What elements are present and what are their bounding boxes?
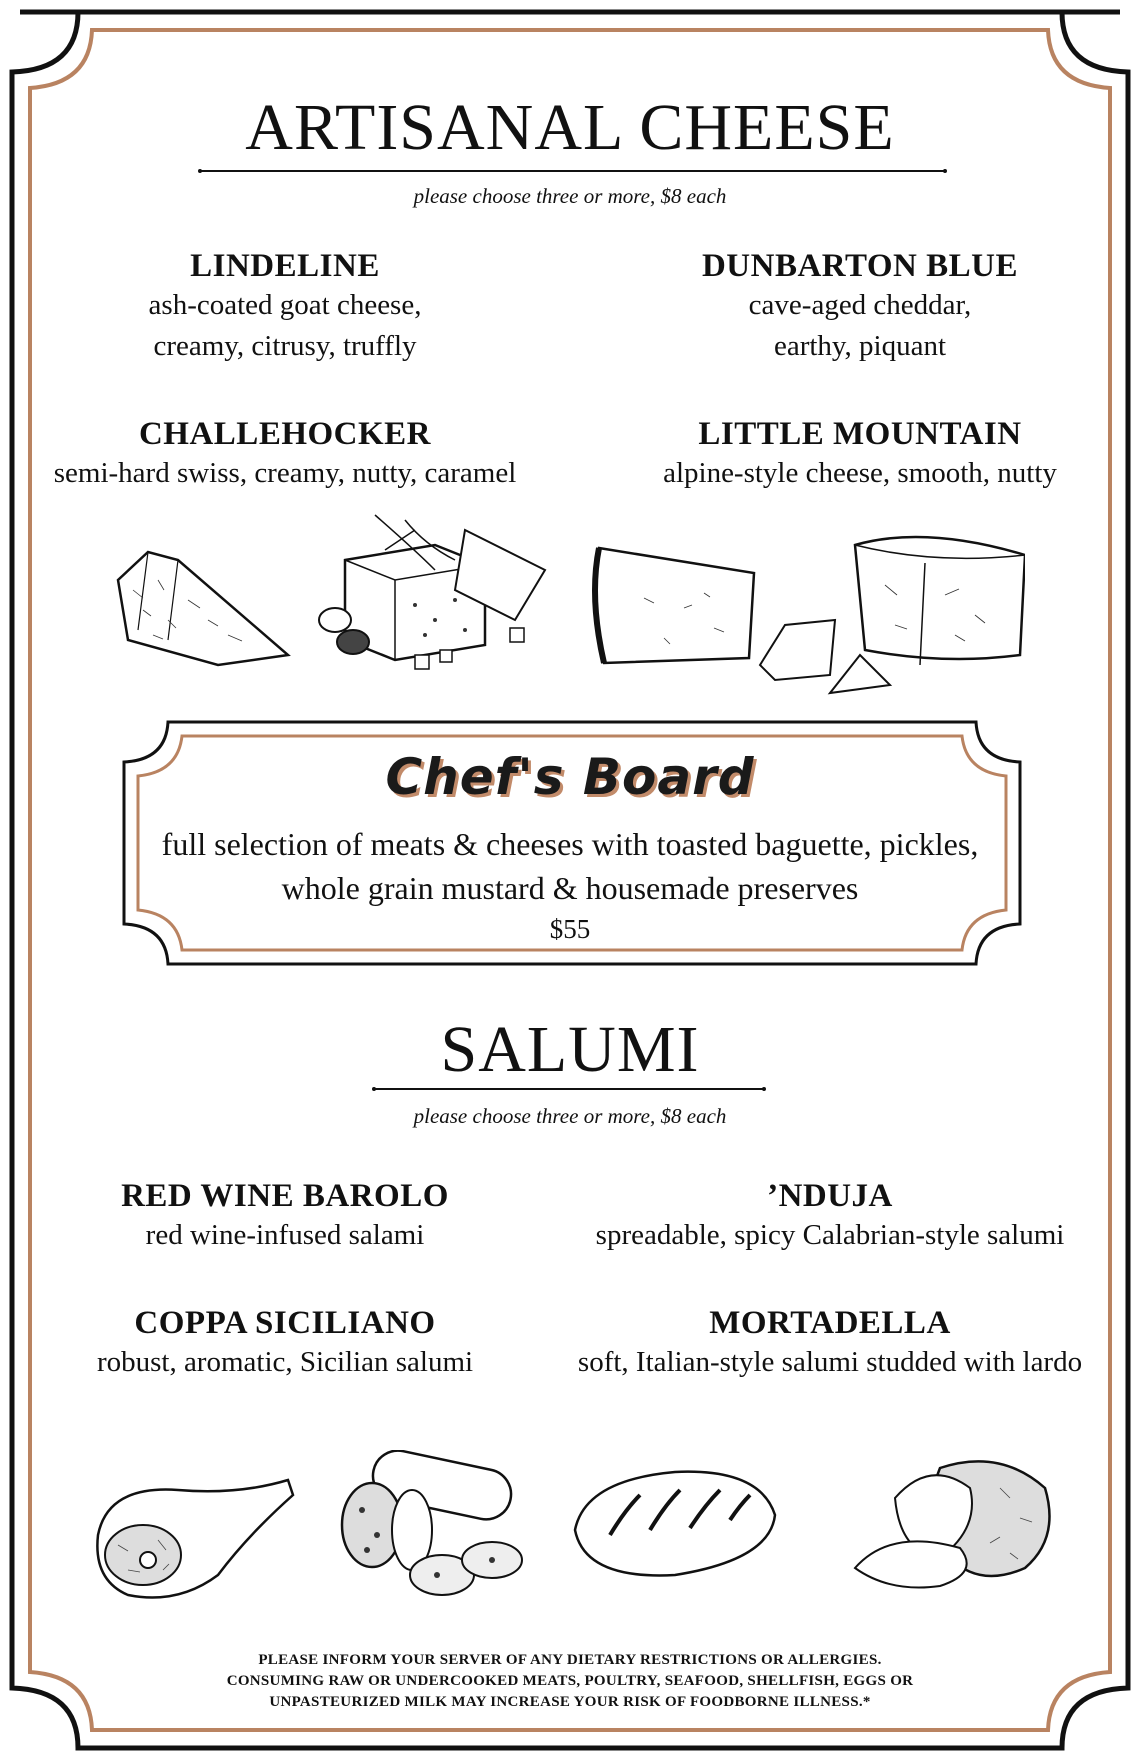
bread-loaf-icon [565,1460,780,1585]
salumi-subtitle: please choose three or more, $8 each [413,1104,727,1128]
notice-line: CONSUMING RAW OR UNDERCOOKED MEATS, POULTRY, SEAFOOD, SHELLFISH, EGGS OR [226,1673,914,1689]
salumi-section-title: SALUMI [440,1013,700,1086]
chefs-board-title: Chef's Board [385,748,755,806]
item-name: DUNBARTON BLUE [701,248,1019,284]
notice-line: UNPASTEURIZED MILK MAY INCREASE YOUR RISK OF FOODBORNE ILLNESS.* [269,1694,871,1710]
title-rule [200,170,945,172]
item-description: cave-aged cheddar, [748,289,972,321]
prosciutto-leg-icon [88,1465,298,1605]
menu-item-challehocker [20,416,550,494]
item-description: semi-hard swiss, creamy, nutty, caramel [53,457,517,489]
feta-block-icon [315,510,560,685]
cheese-wedge-icon [108,540,293,670]
item-description: spreadable, spicy Calabrian-style salumi [595,1219,1065,1251]
sliced-ham-icon [850,1448,1065,1598]
menu-item-nduja [560,1178,1100,1256]
item-name: LINDELINE [190,248,380,284]
menu-item-dunbarton-blue [600,248,1120,367]
item-description: alpine-style cheese, smooth, nutty [663,457,1057,489]
item-name: ’NDUJA [767,1178,893,1214]
menu-item-mortadella [550,1305,1110,1383]
item-name: LITTLE MOUNTAIN [698,416,1022,452]
cheese-section-title: ARTISANAL CHEESE [245,91,895,164]
title-rule [374,1088,764,1090]
item-name: COPPA SICILIANO [134,1305,436,1341]
menu-item-little-mountain [600,416,1120,494]
item-description: creamy, citrusy, truffly [153,330,417,362]
menu-item-red-wine-barolo [30,1178,540,1256]
item-description: ash-coated goat cheese, [148,289,422,321]
board-desc-line: full selection of meats & cheeses with toasted baguette, pickles, [161,826,979,862]
board-desc-line: whole grain mustard & housemade preserves [281,870,859,906]
item-description: earthy, piquant [773,330,947,362]
item-name: MORTADELLA [709,1305,951,1341]
item-description: robust, aromatic, Sicilian salumi [96,1346,474,1378]
item-description: soft, Italian-style salumi studded with lardo [577,1346,1083,1378]
cheese-subtitle: please choose three or more, $8 each [413,184,727,208]
allergy-notice [120,1650,1020,1713]
chefs-board-price: $55 [549,914,591,944]
salami-icon [332,1450,527,1600]
item-name: RED WINE BAROLO [121,1178,449,1214]
notice-line: PLEASE INFORM YOUR SERVER OF ANY DIETARY RESTRICTIONS OR ALLERGIES. [258,1652,882,1668]
item-description: red wine-infused salami [145,1219,425,1251]
item-name: CHALLEHOCKER [138,416,432,452]
parmesan-block-icon [755,525,1025,695]
menu-item-lindeline [20,248,550,367]
hard-cheese-icon [584,538,759,668]
chefs-board-description [140,822,1000,910]
menu-item-coppa-siciliano [30,1305,540,1383]
